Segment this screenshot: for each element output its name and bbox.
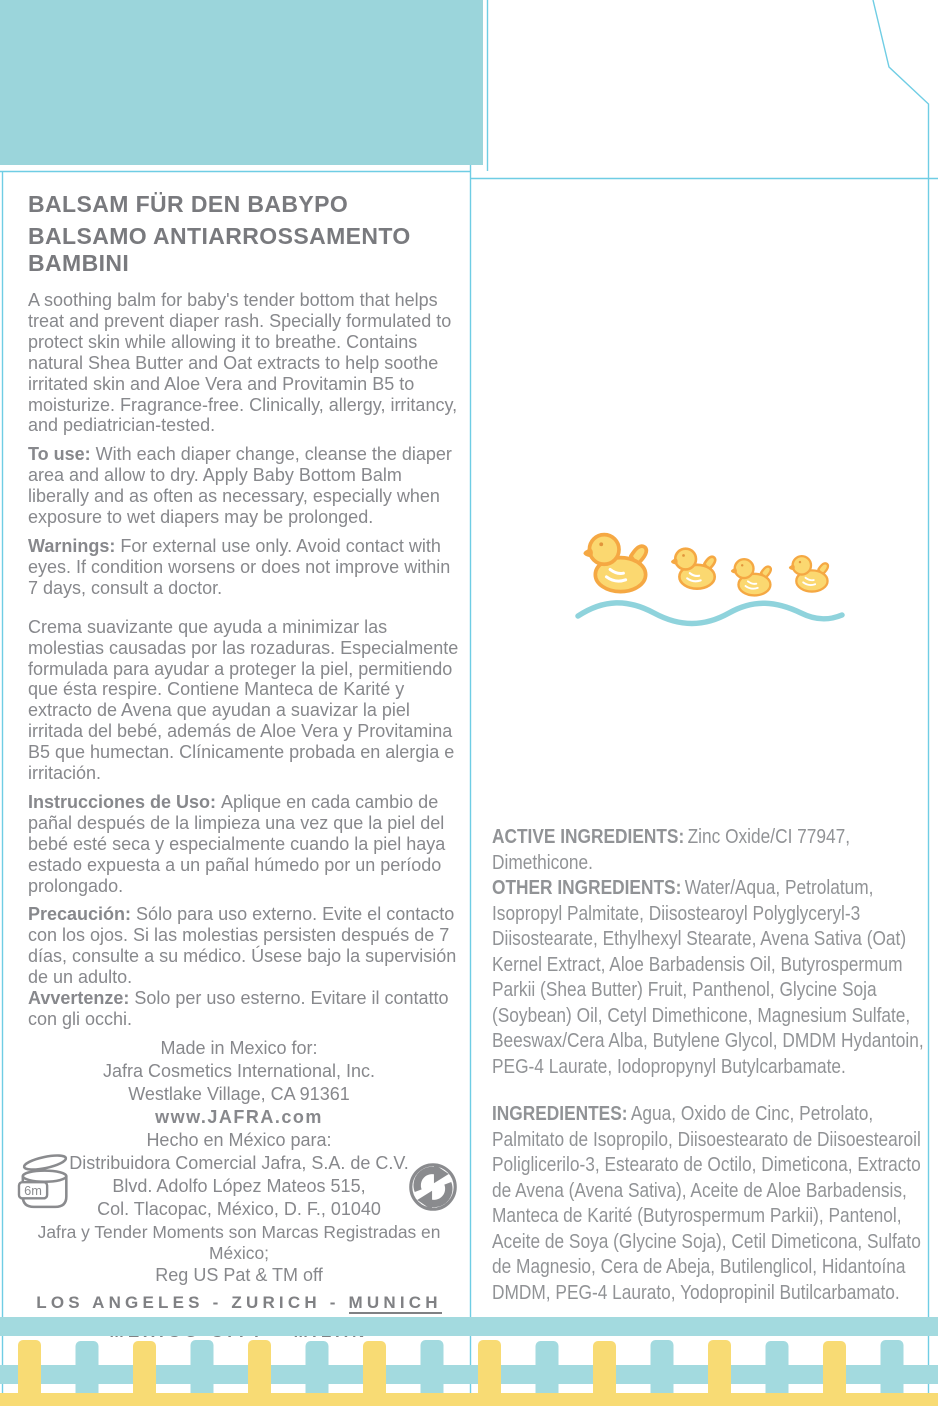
heading-german: BALSAM FÜR DEN BABYPO xyxy=(28,191,349,217)
ingredientes-label: INGREDIENTES: xyxy=(492,1102,628,1125)
active-ingredients-label: ACTIVE INGREDIENTS: xyxy=(492,825,685,848)
paragraph-text: With each diaper change, cleanse the diaper area and allow to dry. Apply Baby Bottom Balm liberally and as often as necessary, especially when exposure to wet diapers may be prolonged. xyxy=(28,444,452,528)
cities-munich-underlined: MUNICH xyxy=(348,1292,442,1312)
paragraph-en-warnings xyxy=(28,536,464,599)
pao-period-label: 6m xyxy=(24,1182,42,1198)
ingredientes-paragraph xyxy=(492,1101,932,1305)
paragraph-it-warnings xyxy=(28,988,464,1030)
distribuidora-line: Distribuidora Comercial Jafra, S.A. de C.V. xyxy=(69,1152,409,1173)
top-teal-panel xyxy=(0,0,483,165)
made-in-line: Made in Mexico for: xyxy=(160,1037,318,1058)
paragraph-text: Aplique en cada cambio de pañal después de la limpieza una vez que la piel del bebé esté seca y especialmente cuando la piel haya estado expuesta a un pañal húmedo por un período prolongado. xyxy=(28,791,446,896)
other-ingredients-paragraph xyxy=(492,875,932,1079)
paragraph-label: Instrucciones de Uso: xyxy=(28,791,217,812)
left-text-column xyxy=(28,190,464,996)
heading-italian: BALSAMO ANTIARROSSAMENTO BAMBINI xyxy=(28,223,411,276)
paragraph-es-description: Crema suavizante que ayuda a minimizar las molestias causadas por las rozaduras. Especialmente formulada para ayudar a proteger la piel, permitiendo que ésta respire. Contiene Manteca de Karité y extracto de Avena que ayudan a suavizar la piel irritada del bebé, además de Aloe Vera y Provitamina B5 que humectan. Clínicamente probada en alergia e irritación. xyxy=(28,616,459,784)
paragraph-text: Sólo para uso externo. Evite el contacto con los ojos. Si las molestias persisten después de 7 días, consulte a su médico. Úsese bajo la supervisión de un adulto. xyxy=(28,904,457,988)
colonia-line: Col. Tlacopac, México, D. F., 01040 xyxy=(97,1198,381,1219)
cities-prefix: LOS ANGELES - ZURICH - xyxy=(36,1292,340,1312)
paragraph-text: For external use only. Avoid contact with eyes. If condition worsens or does not improve within 7 days, consult a doctor. xyxy=(28,535,451,598)
paragraph-es-warnings xyxy=(28,904,464,988)
ingredients-column xyxy=(492,824,932,1305)
website-url: www.JAFRA.com xyxy=(155,1106,323,1127)
rubber-ducks-illustration xyxy=(570,522,855,627)
paragraph-label: Avvertenze: xyxy=(28,988,130,1008)
other-ingredients-label: OTHER INGREDIENTS: xyxy=(492,876,682,899)
trademark-line: Jafra y Tender Moments son Marcas Registradas en México; xyxy=(37,1221,441,1264)
pao-jar-icon xyxy=(16,1152,74,1214)
street-line: Blvd. Adolfo López Mateos 515, xyxy=(112,1175,366,1196)
paragraph-label: Warnings: xyxy=(28,535,116,556)
manufacturer-address xyxy=(16,1037,462,1221)
location-line: Westlake Village, CA 91361 xyxy=(128,1083,350,1104)
hecho-line: Hecho en México para: xyxy=(146,1129,332,1150)
paragraph-en-description: A soothing balm for baby's tender bottom that helps treat and prevent diaper rash. Specially formulated to protect skin while allowing it to breathe. Contains natural Shea Butter and Oat extracts to help soothe irritated skin and Aloe Vera and Provitamin B5 to moisturize. Fragrance-free. Clinically, allergy, irritancy, and pediatrician-tested. xyxy=(28,290,458,436)
plaid-pattern xyxy=(0,1317,938,1406)
paragraph-label: To use: xyxy=(28,444,91,465)
cities-line-1 xyxy=(16,1290,462,1315)
paragraph-es-directions xyxy=(28,792,464,897)
wave-icon xyxy=(578,603,842,624)
paragraph-label: Precaución: xyxy=(28,904,132,925)
other-ingredients-text: Water/Aqua, Petrolatum, Isopropyl Palmitate, Diisostearoyl Polyglyceryl-3 Diisostearate, Ethylhexyl Stearate, Avena Sativa (Oat) Kernel Extract, Aloe Barbadensis Oil, Butyrospermum Parkii (Shea Butter) Fruit, Panthenol, Glycine Soja (Soybean) Oil, Cetyl Dimethicone, Magnesium Sulfate, Beeswax/Cera Alba, Butylene Glycol, DMDM Hydantoin, PEG-4 Laurate, Iodopropynyl Butylcarbamate. xyxy=(492,876,924,1078)
green-dot-icon xyxy=(408,1162,458,1212)
active-ingredients-text: Zinc Oxide/CI 77947, Dimethicone. xyxy=(492,825,851,874)
paragraph-en-directions xyxy=(28,444,464,528)
paragraph-text: Solo per uso esterno. Evitare il contatto con gli occhi. xyxy=(28,988,449,1029)
registration-line: Reg US Pat & TM off xyxy=(155,1264,323,1285)
active-ingredients-line xyxy=(492,824,932,875)
company-line: Jafra Cosmetics International, Inc. xyxy=(102,1060,376,1081)
address-legal-block xyxy=(16,988,462,1344)
ingredientes-text: Agua, Oxido de Cinc, Petrolato, Palmitato de Isopropilo, Diisoestearato de Diisoestearoil Poliglicerilo-3, Estearato de Octilo, Dimeticona, Extracto de Avena (Avena Sativa), Aceite de Aloe Barbadensis, Manteca de Karité (Butyrospermum Parkii), Pantenol, Aceite de Soya (Glycine Soja), Cetil Dimeticona, Sulfato de Magnesio, Cera de Abeja, Butilenglicol, Hidantoína DMDM, PEG-4 Laurato, Yodopropinil Butilcarbamato. xyxy=(492,1102,921,1304)
